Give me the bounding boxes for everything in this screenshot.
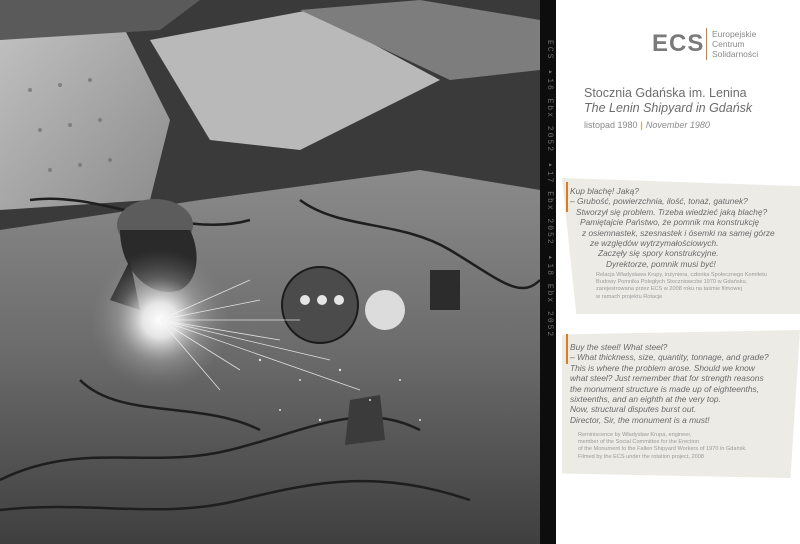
poem-line: what steel? Just remember that for strength reasons — [570, 373, 764, 384]
poem-line: sixteenths, and an eighth at the very top. — [570, 394, 721, 405]
quote-accent-english — [566, 334, 568, 364]
credit-line: Budowy Pomnika Poległych Stoczniowców 1970 w Gdańsku, — [596, 279, 748, 286]
film-edge-code: ECS ▸16 Ebx 2052 ▸17 Ebx 2052 ▸18 Ebx 2052 — [545, 40, 554, 339]
poem-line: Zaczęły się spory konstrukcyjne. — [598, 248, 719, 259]
poem-line: Director, Sir, the monument is a must! — [570, 414, 710, 425]
credit-line: Filmed by the ECS under the rotation project, 2008 — [578, 453, 704, 460]
poem-line: Dyrektorze, pomnik musi być! — [606, 258, 716, 269]
logo-text — [712, 29, 758, 59]
title-english: The Lenin Shipyard in Gdańsk — [584, 101, 753, 115]
credit-line: zarejestrowana przez ECS w 2008 roku na taśmie filmowej — [596, 286, 742, 293]
logo-line: Solidarności — [712, 49, 759, 59]
logo-separator — [706, 28, 707, 60]
poem-line: Now, structural disputes burst out. — [570, 404, 697, 415]
credit-line: Relacja Władysława Krupy, inżyniera, członka Społecznego Komitetu — [596, 272, 767, 278]
poem-line: the monument structure is made up of eighteenths, — [570, 383, 760, 394]
poem-line: z osiemnastek, szesnastek i ósemki na samej górze — [582, 227, 775, 238]
credit-english — [578, 432, 747, 461]
poem-line: Buy the steel! What steel? — [570, 342, 668, 352]
date-separator: | — [640, 120, 643, 130]
logo-line: Europejskie — [712, 29, 757, 39]
film-edge-strip — [540, 0, 556, 544]
credit-line: member of the Social Committee for the Erection — [578, 439, 699, 446]
poem-line: Stworzył się problem. Trzeba wiedzieć jaką blachę? — [576, 206, 768, 217]
poem-line: This is where the problem arose. Should we know — [570, 362, 755, 373]
logo-line: Centrum — [712, 39, 745, 49]
poem-line: Kup blachę! Jaką? — [570, 186, 639, 196]
ecs-logo — [652, 26, 782, 62]
date-line — [584, 120, 794, 130]
poem-english — [570, 342, 769, 425]
credit-line: of the Monument to the Fallen Shipyard Workers of 1970 in Gdańsk. — [578, 446, 747, 453]
credit-line: Reminiscence by Władysław Krupa, engineer, — [578, 432, 692, 438]
date-polish: listopad 1980 — [584, 120, 638, 130]
poem-line: – What thickness, size, quantity, tonnage, and grade? — [570, 352, 769, 363]
date-english: November 1980 — [645, 120, 710, 130]
poem-line: – Grubość, powierzchnia, ilość, tonaż, gatunek? — [570, 196, 748, 207]
poem-line: ze względów wytrzymałościowych. — [590, 238, 719, 249]
title-polish: Stocznia Gdańska im. Lenina — [584, 86, 747, 100]
quote-accent-polish — [566, 182, 568, 212]
title-block — [584, 86, 794, 130]
poem-polish — [570, 186, 775, 269]
poem-line: Pamiętajcie Państwo, że pomnik ma konstrukcję — [580, 217, 760, 228]
info-panel — [556, 0, 800, 544]
credit-polish — [596, 272, 767, 301]
logo-mark: ECS — [652, 30, 705, 57]
credit-line: w ramach projektu Rotacje — [596, 293, 663, 300]
